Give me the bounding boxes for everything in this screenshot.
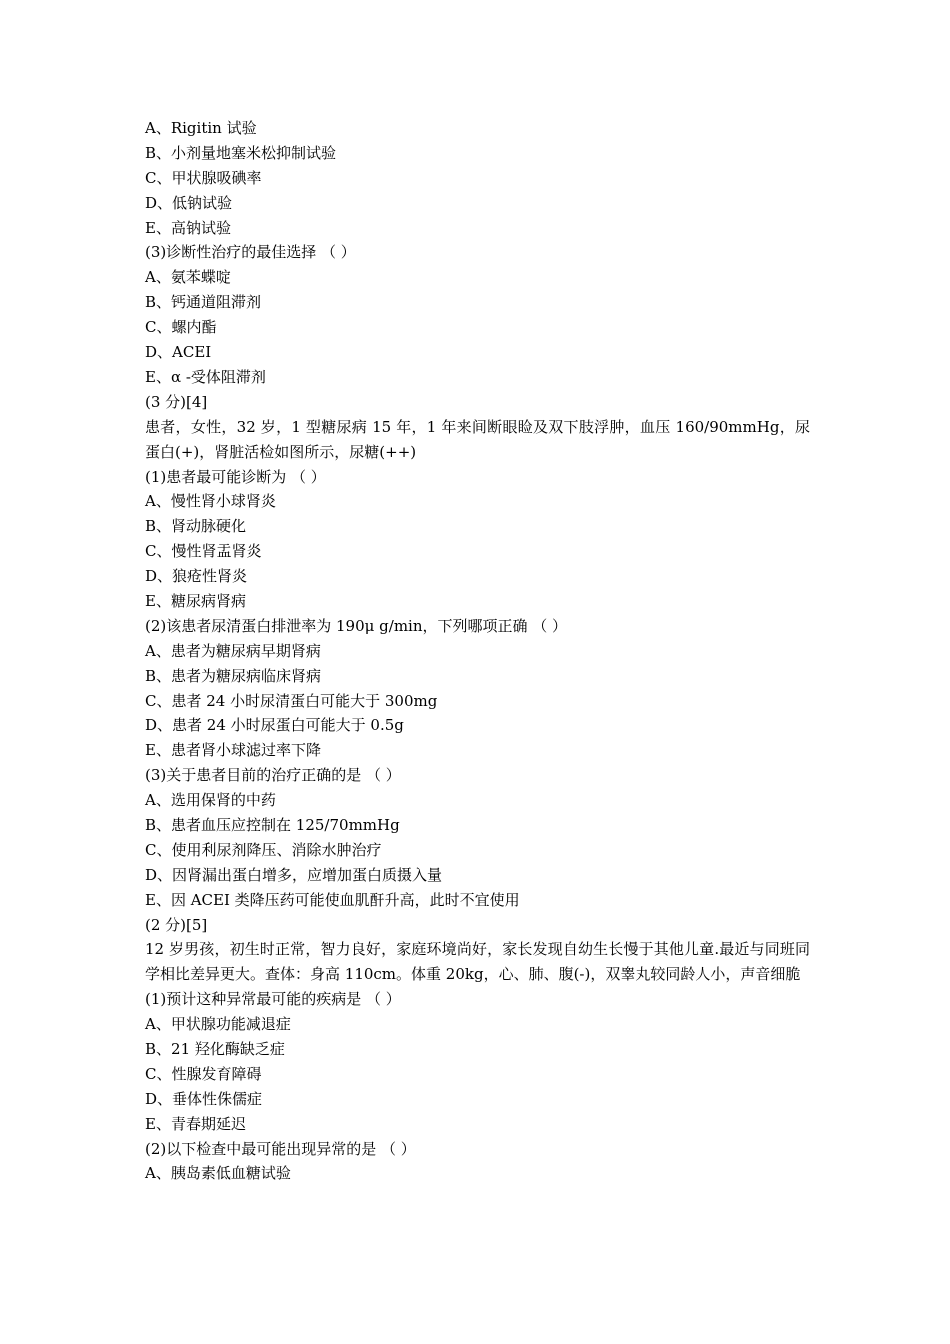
question-line: (2)该患者尿清蛋白排泄率为 190μ g/min，下列哪项正确 （ ） [145, 616, 568, 635]
option-line: C、甲状腺吸碘率 [145, 168, 262, 187]
option-line: A、胰岛素低血糖试验 [145, 1164, 291, 1183]
question-line: (1)患者最可能诊断为 （ ） [145, 467, 326, 486]
document-body [145, 116, 810, 1186]
option-line: E、α -受体阻滞剂 [145, 367, 266, 386]
question-line: (3)诊断性治疗的最佳选择 （ ） [145, 243, 356, 262]
option-line: B、患者血压应控制在 125/70mmHg [145, 815, 400, 834]
case-description: 患者，女性，32 岁，1 型糖尿病 15 年，1 年来间断眼睑及双下肢浮肿，血压 160/90mmHg，尿蛋白(+)，肾脏活检如图所示，尿糖(++) [145, 417, 810, 461]
section-marker: (3 分)[4] [145, 392, 208, 411]
question-line: (3)关于患者目前的治疗正确的是 （ ） [145, 766, 401, 785]
option-line: E、因 ACEI 类降压药可能使血肌酐升高，此时不宜使用 [145, 890, 520, 909]
option-line: E、青春期延迟 [145, 1114, 246, 1133]
option-line: C、性腺发育障碍 [145, 1064, 262, 1083]
option-line: D、ACEI [145, 343, 212, 362]
option-line: B、肾动脉硬化 [145, 517, 247, 536]
option-line: E、高钠试验 [145, 218, 231, 237]
option-line: A、慢性肾小球肾炎 [145, 492, 276, 511]
option-line: A、Rigitin 试验 [145, 119, 257, 137]
option-line: A、氨苯蝶啶 [145, 268, 231, 287]
option-line: D、垂体性侏儒症 [145, 1089, 263, 1108]
option-line: D、患者 24 小时尿蛋白可能大于 0.5g [145, 716, 404, 735]
section-marker: (2 分)[5] [145, 915, 208, 934]
option-line: A、甲状腺功能减退症 [145, 1015, 291, 1034]
option-line: C、使用利尿剂降压、消除水肿治疗 [145, 840, 382, 859]
option-line: A、患者为糖尿病早期肾病 [145, 641, 321, 660]
option-line: E、患者肾小球滤过率下降 [145, 741, 321, 760]
option-line: A、选用保肾的中药 [145, 791, 276, 810]
option-line: C、螺内酯 [145, 318, 217, 337]
case-description: 12 岁男孩，初生时正常，智力良好，家庭环境尚好，家长发现自幼生长慢于其他儿童.最近与同班同学相比差异更大。查体：身高 110cm。体重 20kg，心、肺、腹(-)，双睾丸较同龄人小，声音细脆 [145, 940, 810, 984]
option-line: E、糖尿病肾病 [145, 591, 246, 610]
question-line: (1)预计这种异常最可能的疾病是 （ ） [145, 990, 401, 1009]
option-line: C、患者 24 小时尿清蛋白可能大于 300mg [145, 691, 438, 710]
question-line: (2)以下检查中最可能出现异常的是 （ ） [145, 1139, 416, 1158]
option-line: D、因肾漏出蛋白增多，应增加蛋白质摄入量 [145, 865, 443, 884]
option-line: B、钙通道阻滞剂 [145, 293, 262, 312]
option-line: D、狼疮性肾炎 [145, 567, 248, 586]
option-line: D、低钠试验 [145, 193, 233, 212]
option-line: B、患者为糖尿病临床肾病 [145, 666, 322, 685]
option-line: B、21 羟化酶缺乏症 [145, 1040, 285, 1059]
option-line: C、慢性肾盂肾炎 [145, 542, 262, 561]
option-line: B、小剂量地塞米松抑制试验 [145, 143, 337, 162]
